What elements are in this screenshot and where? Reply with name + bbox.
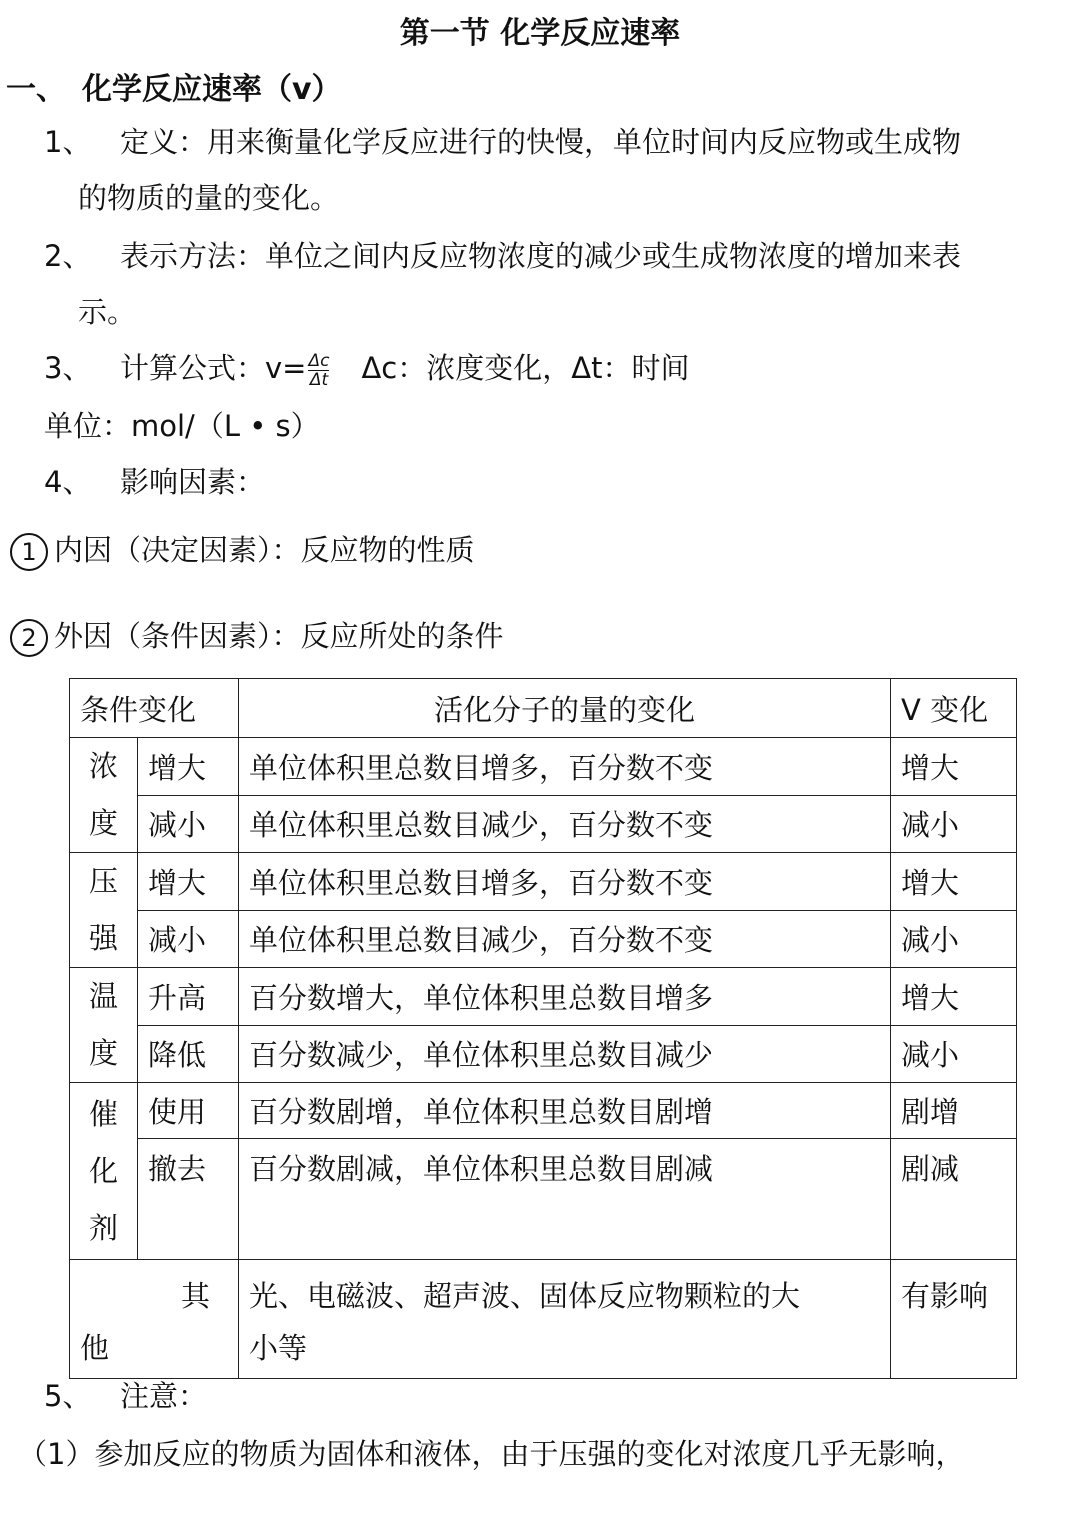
category-other <box>70 1260 239 1379</box>
v-cell: 剧增 <box>891 1083 1017 1139</box>
item-3-number: 3、 <box>44 351 92 385</box>
item-3-line <box>44 348 689 389</box>
sub-condition: 减小 <box>138 795 239 853</box>
sub-condition: 增大 <box>138 738 239 796</box>
formula-prefix: 计算公式：v= <box>120 351 307 385</box>
change-other-line-2: 小等 <box>249 1331 308 1365</box>
table-row <box>70 738 1017 796</box>
factor-external-text: 外因（条件因素）：反应所处的条件 <box>54 619 504 653</box>
category-temperature: 温 度 <box>70 968 138 1083</box>
v-cell: 减小 <box>891 795 1017 853</box>
v-cell: 减小 <box>891 1025 1017 1083</box>
section-number: 一、 <box>6 72 66 107</box>
category-other-line-1: 其 <box>181 1279 211 1313</box>
fraction-numerator: Δc <box>308 350 330 371</box>
sub-condition: 降低 <box>138 1025 239 1083</box>
note-1: （1）参加反应的物质为固体和液体，由于压强的变化对浓度几乎无影响， <box>18 1437 965 1471</box>
section-heading <box>6 64 342 108</box>
v-cell: 剧减 <box>891 1139 1017 1260</box>
table-row-other <box>70 1260 1017 1379</box>
header-condition: 条件变化 <box>70 679 239 738</box>
formula-note: Δc：浓度变化，Δt：时间 <box>361 351 690 385</box>
category-pressure: 压 强 <box>70 853 138 968</box>
v-cell: 增大 <box>891 738 1017 796</box>
table-header-row <box>70 679 1017 738</box>
factor-internal-text: 内因（决定因素）：反应物的性质 <box>54 533 475 567</box>
item-4-text: 影响因素： <box>120 465 266 499</box>
item-5-number: 5、 <box>44 1379 92 1413</box>
v-cell: 减小 <box>891 910 1017 968</box>
page-title: 第一节 化学反应速率 <box>399 16 681 51</box>
change-cell: 单位体积里总数目减少，百分数不变 <box>239 910 891 968</box>
header-v-change: V 变化 <box>891 679 1017 738</box>
change-cell: 百分数减少，单位体积里总数目减少 <box>239 1025 891 1083</box>
item-5-text: 注意： <box>120 1379 208 1413</box>
conditions-table <box>69 678 1017 1379</box>
item-1-number: 1、 <box>44 125 92 159</box>
item-5-line <box>44 1376 207 1416</box>
change-cell-other <box>239 1260 891 1379</box>
item-2-number: 2、 <box>44 239 92 273</box>
table-row <box>70 1025 1017 1083</box>
table-row <box>70 968 1017 1026</box>
sub-condition: 增大 <box>138 853 239 911</box>
header-activated-molecules: 活化分子的量的变化 <box>239 679 891 738</box>
item-1-text: 定义：用来衡量化学反应进行的快慢，单位时间内反应物或生成物 <box>120 125 962 159</box>
item-2-line-2: 示。 <box>78 295 137 329</box>
factor-internal <box>10 530 475 571</box>
change-cell: 百分数剧减，单位体积里总数目剧减 <box>239 1139 891 1260</box>
factor-external <box>10 616 504 657</box>
change-cell: 百分数增大，单位体积里总数目增多 <box>239 968 891 1026</box>
sub-condition: 撤去 <box>138 1139 239 1260</box>
sub-condition: 使用 <box>138 1083 239 1139</box>
table-row <box>70 910 1017 968</box>
formula-fraction <box>308 352 329 389</box>
table-row <box>70 1139 1017 1260</box>
table-row <box>70 853 1017 911</box>
table-row <box>70 795 1017 853</box>
change-cell: 单位体积里总数目增多，百分数不变 <box>239 853 891 911</box>
fraction-denominator: Δt <box>309 369 329 390</box>
change-cell: 单位体积里总数目减少，百分数不变 <box>239 795 891 853</box>
item-1-line-2: 的物质的量的变化。 <box>78 181 340 215</box>
item-2-text: 表示方法：单位之间内反应物浓度的减少或生成物浓度的增加来表 <box>120 239 962 273</box>
v-cell: 增大 <box>891 968 1017 1026</box>
category-concentration: 浓 度 <box>70 738 138 853</box>
circled-number-2: 2 <box>10 619 48 657</box>
section-title: 化学反应速率（v） <box>82 72 342 107</box>
change-cell: 百分数剧增，单位体积里总数目剧增 <box>239 1083 891 1139</box>
change-other-line-1: 光、电磁波、超声波、固体反应物颗粒的大 <box>249 1279 801 1313</box>
change-cell: 单位体积里总数目增多，百分数不变 <box>239 738 891 796</box>
v-cell-other: 有影响 <box>891 1260 1017 1379</box>
sub-condition: 减小 <box>138 910 239 968</box>
category-other-line-2: 他 <box>80 1331 110 1365</box>
circled-number-1: 1 <box>10 533 48 571</box>
table-row <box>70 1083 1017 1139</box>
unit-line: 单位：mol/（L • s） <box>44 409 320 443</box>
item-4-line <box>44 462 265 502</box>
category-catalyst: 催 化 剂 <box>70 1083 138 1260</box>
v-cell: 增大 <box>891 853 1017 911</box>
sub-condition: 升高 <box>138 968 239 1026</box>
item-1-line-1 <box>44 122 961 162</box>
item-2-line-1 <box>44 236 961 276</box>
item-4-number: 4、 <box>44 465 92 499</box>
